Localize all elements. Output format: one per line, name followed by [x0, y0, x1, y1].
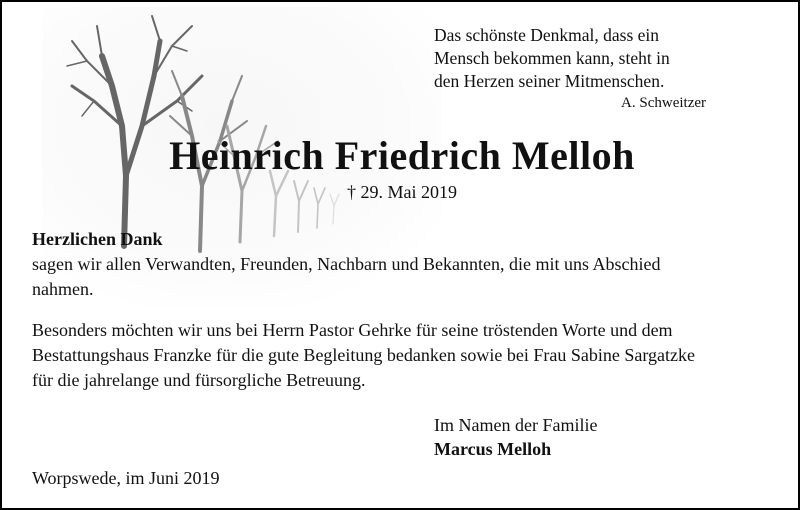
- signature-intro: Im Namen der Familie: [434, 415, 598, 435]
- special-text-line: für die jahrelange und fürsorgliche Betreuung.: [32, 370, 366, 390]
- family-signature: [434, 413, 597, 461]
- special-thanks-paragraph: [32, 318, 772, 393]
- death-date: † 29. Mai 2019: [347, 182, 457, 202]
- thanks-heading: Herzlichen Dank: [32, 229, 163, 249]
- memorial-quote: [434, 24, 724, 113]
- quote-line: Das schönste Denkmal, dass ein: [434, 25, 660, 45]
- thanks-text-line: nahmen.: [32, 279, 94, 299]
- quote-line: den Herzen seiner Mitmenschen.: [434, 71, 665, 91]
- quote-author: A. Schweitzer: [621, 95, 706, 111]
- special-text-line: Bestattungshaus Franzke für die gute Begleitung bedanken sowie bei Frau Sabine Sargatzke: [32, 345, 695, 365]
- deceased-name: Heinrich Friedrich Melloh: [169, 133, 635, 178]
- signature-name: Marcus Melloh: [434, 439, 552, 459]
- thanks-paragraph: [32, 227, 772, 302]
- thanks-text-line: sagen wir allen Verwandten, Freunden, Nachbarn und Bekannten, die mit uns Abschied: [32, 254, 661, 274]
- quote-line: Mensch bekommen kann, steht in: [434, 48, 670, 68]
- special-text-line: Besonders möchten wir uns bei Herrn Pastor Gehrke für seine tröstenden Worte und dem: [32, 320, 673, 340]
- place-and-date: Worpswede, im Juni 2019: [32, 468, 220, 488]
